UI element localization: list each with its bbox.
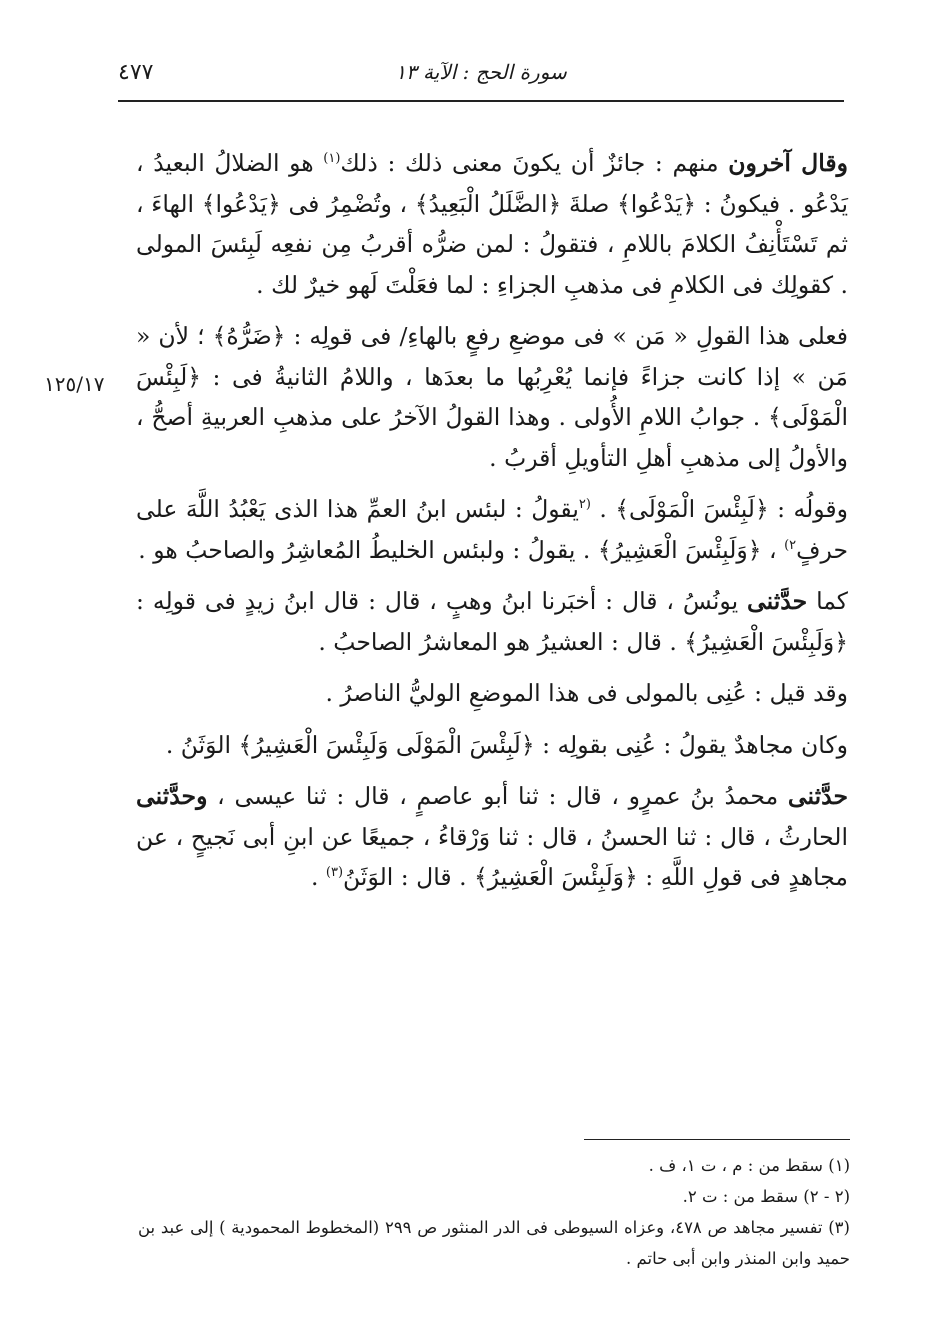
- footnote-ref: (٣): [325, 865, 344, 881]
- paragraph-text: كما: [807, 587, 848, 615]
- paragraph-text: فعلى هذا القولِ « مَن » فى موضعِ رفعٍ بالهاءِ/ فى قولِه : ﴿ضَرُّهُ﴾ ؛ لأن « مَن » إذا كانت جزاءً فإنما يُعْرِبُها ما بعدَها ، واللامُ الثانيةُ فى : ﴿لَبِئْسَ الْمَوْلَى﴾ . جوابُ اللامِ الأُولى . وهذا القولُ الآخرُ على مذهبِ العربيةِ أصحُّ ، والأولُ إلى مذهبِ أهلِ التأويلِ أقربُ .: [136, 322, 848, 472]
- paragraph-7: [136, 776, 848, 898]
- margin-note: ١٢٥/١٧: [44, 372, 105, 396]
- paragraph-text: الحارثُ ، قال : ثنا الحسنُ ، قال : ثنا وَرْقاءُ ، جميعًا عن ابنِ أبى نَجيحٍ ، عن مجاهدٍ فى قولِ اللَّهِ : ﴿وَلَبِئْسَ الْعَشِيرُ﴾ . قال : الوَثَنُ: [136, 822, 848, 891]
- paragraph-5: [136, 673, 848, 714]
- page-header: [118, 54, 844, 94]
- narration-keyword: وحدَّثنى: [136, 782, 208, 810]
- paragraph-text: وقولُه : ﴿لَبِئْسَ الْمَوْلَى﴾ .: [590, 495, 848, 523]
- paragraph-text: ، ﴿وَلَبِئْسَ الْعَشِيرُ﴾ . يقولُ : ولبئس الخليطُ المُعاشِرُ والصاحبُ هو .: [138, 535, 785, 564]
- narration-keyword: حدَّثنى: [787, 782, 848, 810]
- footnote-ref: (١): [323, 151, 341, 167]
- paragraph-text: يقولُ : لبئس ابنُ العمِّ هذا الذى يَعْبُدُ اللَّهَ على حرفٍ: [136, 495, 848, 564]
- narration-keyword: حدَّثنى: [747, 587, 808, 615]
- footnote-ref: (٢: [578, 497, 591, 513]
- paragraph-text: يونُسُ ، قال : أخبَرنا ابنُ وهبٍ ، قال : قال ابنُ زيدٍ فى قولِه : ﴿وَلَبِئْسَ الْعَشِيرُ﴾ . قال : العشيرُ هو المعاشرُ الصاحبُ .: [136, 587, 848, 656]
- footnotes: [138, 1150, 850, 1274]
- paragraph-text: وكان مجاهدٌ يقولُ : عُنِى بقولِه : ﴿لَبِئْسَ الْمَوْلَى وَلَبِئْسَ الْعَشِيرُ﴾ الوَثَنُ .: [165, 730, 848, 759]
- header-rule: [118, 100, 844, 102]
- paragraph-4: [136, 581, 848, 662]
- footnote-1: (١) سقط من : م ، ت ١، ف .: [648, 1156, 850, 1175]
- paragraph-1: [136, 143, 848, 305]
- footnote-2: (٢ - ٢) سقط من : ت ٢.: [682, 1187, 850, 1206]
- running-title: سورة الحج : الآية ١٣: [395, 60, 567, 84]
- footnote-ref: ٢): [784, 537, 797, 553]
- paragraph-text: هو الضلالُ البعيدُ ، يَدْعُو . فيكونُ : ﴿يَدْعُوا﴾ صلةَ ﴿الضَّلَلُ الْبَعِيدُ﴾ ، وتُضْمِرُ فى ﴿يَدْعُوا﴾ الهاءَ ، ثم تَسْتَأْنِفُ الكلامَ باللامِ ، فتقولُ : لمن ضرُّه أقربُ مِن نفعِه لَبِئسَ المولى . كقولِك فى الكلامِ فى مذهبِ الجزاءِ : لما فعَلْتَ لَهو خيرٌ لك .: [136, 149, 848, 299]
- paragraph-2: [136, 316, 848, 478]
- paragraph-lead: وقال آخرون: [728, 149, 848, 177]
- paragraph-text: محمدُ بنُ عمرٍو ، قال : ثنا أبو عاصمٍ ، قال : ثنا عيسى ،: [207, 782, 788, 810]
- paragraph-3: [136, 489, 848, 570]
- paragraph-text: منهم : جائزٌ أن يكونَ معنى ذلك : ذلك: [340, 149, 729, 177]
- page-number: ٤٧٧: [118, 60, 154, 85]
- footnote-3: (٣) تفسير مجاهد ص ٤٧٨، وعزاه السيوطى فى الدر المنثور ص ٢٩٩ (المخطوط المحمودية ) إلى عبد بن حميد وابن المنذر وابن أبى حاتم .: [138, 1218, 850, 1268]
- paragraph-text: .: [310, 863, 326, 891]
- footnote-rule: [584, 1139, 850, 1140]
- paragraph-6: [136, 725, 848, 766]
- paragraph-text: وقد قيل : عُنِى بالمولى فى هذا الموضعِ الوليُّ الناصرُ .: [325, 679, 848, 707]
- body-text: [136, 143, 848, 909]
